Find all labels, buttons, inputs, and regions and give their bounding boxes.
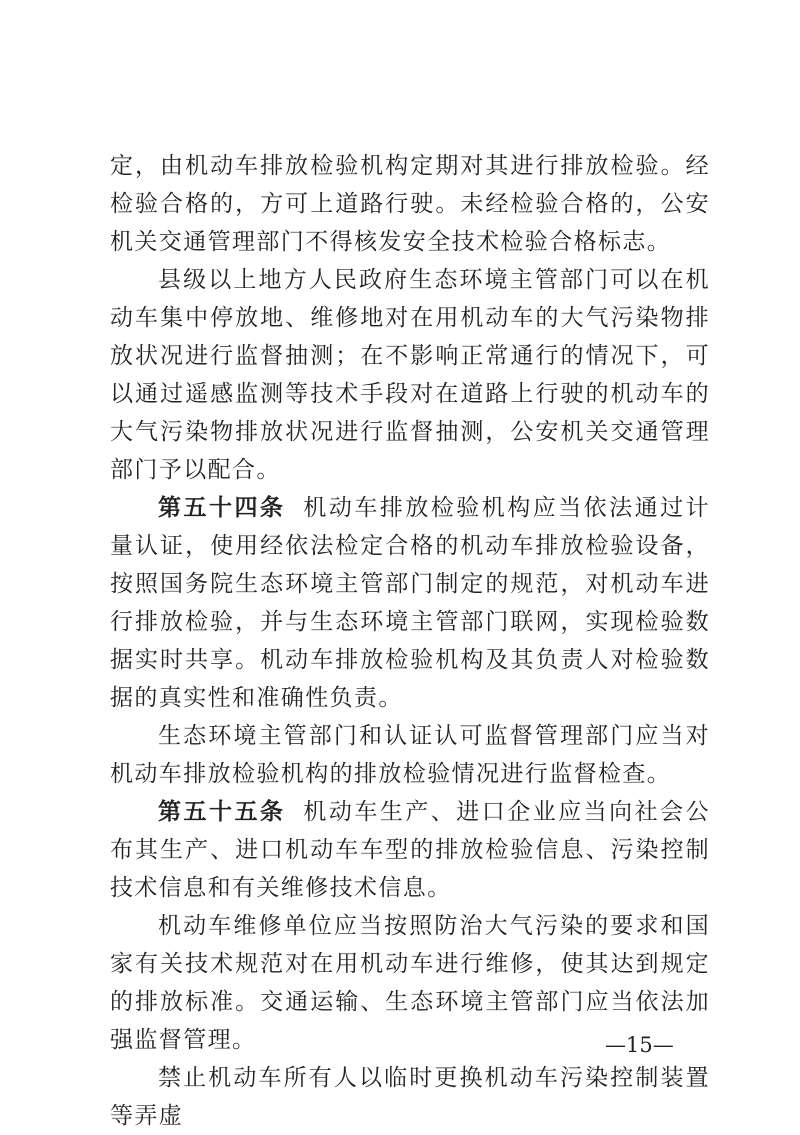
- body-text: [110, 147, 710, 1135]
- paragraph-text: 县级以上地方人民政府生态环境主管部门可以在机动车集中停放地、维修地对在用机动车的大气污染物排放状况进行监督抽测；在不影响正常通行的情况下，可以通过遥感监测等技术手段对在道路上行驶的机动车的大气污染物排放状况进行监督抽测，公安机关交通管理部门予以配合。: [110, 267, 710, 483]
- paragraph-text: 机动车排放检验机构应当依法通过计量认证，使用经依法检定合格的机动车排放检验设备，按照国务院生态环境主管部门制定的规范，对机动车进行排放检验，并与生态环境主管部门联网，实现检验数据实时共享。机动车排放检验机构及其负责人对检验数据的真实性和准确性负责。: [110, 495, 711, 711]
- paragraph: [110, 261, 710, 489]
- page-number: —15—: [605, 1033, 674, 1057]
- paragraph: [110, 717, 710, 793]
- article-paragraph: [110, 793, 710, 907]
- article-paragraph: [110, 489, 710, 717]
- article-number: 第五十四条: [158, 495, 286, 521]
- article-number: 第五十五条: [158, 799, 286, 825]
- paragraph: [110, 147, 710, 261]
- paragraph: [110, 1059, 710, 1135]
- paragraph-text: 禁止机动车所有人以临时更换机动车污染控制装置等弄虚: [110, 1065, 710, 1129]
- paragraph-text: 生态环境主管部门和认证认可监督管理部门应当对机动车排放检验机构的排放检验情况进行监督检查。: [110, 723, 710, 787]
- paragraph-text: 机动车生产、进口企业应当向社会公布其生产、进口机动车车型的排放检验信息、污染控制技术信息和有关维修技术信息。: [110, 799, 711, 901]
- paragraph-text: 机动车维修单位应当按照防治大气污染的要求和国家有关技术规范对在用机动车进行维修，使其达到规定的排放标准。交通运输、生态环境主管部门应当依法加强监督管理。: [110, 913, 710, 1053]
- paragraph-text: 定，由机动车排放检验机构定期对其进行排放检验。经检验合格的，方可上道路行驶。未经检验合格的，公安机关交通管理部门不得核发安全技术检验合格标志。: [110, 153, 710, 255]
